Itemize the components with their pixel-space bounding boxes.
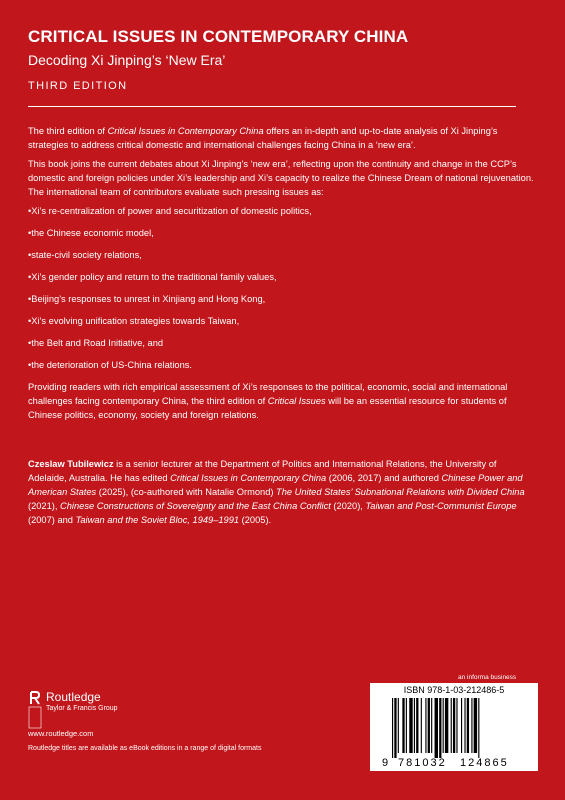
barcode-bar bbox=[398, 698, 399, 753]
list-item: •the deterioration of US-China relations. bbox=[28, 360, 192, 370]
intro-paragraph-2: This book joins the current debates about Xi Jinping’s ‘new era’, reflecting upon the continuity and change in the CCP’s domestic and foreign policies under Xi’s leadership and Xi’s capacity to realize the Chinese Dream of national rejuvenation. The international team of contributors evaluate such pressing issues as: bbox=[28, 159, 534, 197]
list-item: •Xi’s gender policy and return to the traditional family values, bbox=[28, 272, 277, 282]
list-item: •Xi’s evolving unification strategies towards Taiwan, bbox=[28, 316, 240, 326]
barcode-bar bbox=[409, 698, 412, 753]
list-item: •Xi’s re-centralization of power and securitization of domestic politics, bbox=[28, 206, 312, 216]
list-item: •the Belt and Road Initiative, and bbox=[28, 338, 164, 348]
publisher-name: Routledge bbox=[46, 690, 101, 704]
barcode-digit-first: 9 bbox=[382, 757, 389, 768]
ebook-notice: Routledge titles are available as eBook editions in a range of digital formats bbox=[28, 745, 262, 752]
list-item: •the Chinese economic model, bbox=[28, 228, 154, 238]
list-item: •Beijing’s responses to unrest in Xinjiang and Hong Kong, bbox=[28, 294, 266, 304]
author-bio: Czeslaw Tubilewicz is a senior lecturer at the Department of Politics and International Relations, the University of Adelaide, Australia. He has edited Critical Issues in Contemporary China (2006, 2017) and authored Chinese Power and American States (2025), (co-authored with Natalie Ormond) The United States’ Subnational Relations with Divided China (2021), Chinese Constructions of Sovereignty and the East China Conflict (2020), Taiwan and Post-Communist Europe (2007) and Taiwan and the Soviet Bloc, 1949–1991 (2005). bbox=[28, 459, 525, 525]
barcode-bar bbox=[428, 698, 430, 753]
barcode-icon bbox=[380, 698, 530, 768]
barcode-bar bbox=[431, 698, 432, 753]
barcode-bar bbox=[478, 698, 479, 758]
barcode-bar bbox=[461, 698, 462, 753]
barcode-bar bbox=[392, 698, 393, 758]
book-title: CRITICAL ISSUES IN CONTEMPORARY CHINA bbox=[28, 27, 409, 46]
barcode-bar bbox=[467, 698, 469, 753]
barcode-bar bbox=[421, 698, 422, 753]
barcode-panel bbox=[370, 683, 538, 771]
barcode-bar bbox=[445, 698, 448, 753]
barcode-bar bbox=[435, 698, 438, 758]
barcode-bar bbox=[453, 698, 455, 753]
author-name: Czeslaw Tubilewicz bbox=[28, 459, 114, 469]
barcode-bar bbox=[464, 698, 465, 753]
barcode-bar bbox=[471, 698, 472, 753]
closing-paragraph: Providing readers with rich empirical assessment of Xi’s responses to the political, economic, social and international challenges facing contemporary China, the third edition of Critical Issues will be an essential resource for students of Chinese politics, economy, society and foreign relations. bbox=[28, 382, 508, 420]
barcode-bar bbox=[439, 698, 441, 758]
barcode-digits-right: 124865 bbox=[460, 757, 509, 768]
publisher-group: Taylor & Francis Group bbox=[46, 705, 118, 712]
routledge-logo-icon bbox=[28, 690, 42, 730]
barcode-bar bbox=[443, 698, 444, 753]
informa-tagline: an informa business bbox=[458, 674, 517, 681]
barcode-bar bbox=[416, 698, 418, 753]
barcode-bar bbox=[425, 698, 426, 753]
barcode-bar bbox=[414, 698, 415, 753]
title-divider bbox=[28, 106, 516, 107]
book-subtitle: Decoding Xi Jinping’s ‘New Era’ bbox=[28, 52, 226, 68]
publisher-url[interactable]: www.routledge.com bbox=[28, 729, 94, 738]
barcode-bar bbox=[402, 698, 404, 753]
barcode-bar bbox=[451, 698, 452, 753]
barcode-bar bbox=[456, 698, 457, 753]
barcode-bar bbox=[474, 698, 477, 753]
intro-paragraph-1: The third edition of Critical Issues in Contemporary China offers an in-depth and up-to-date analysis of Xi Jinping’s strategies to address critical domestic and international challenges facing China in a ‘new era’. bbox=[28, 126, 498, 150]
issues-list bbox=[28, 204, 536, 372]
isbn-label: ISBN 978-1-03-212486-5 bbox=[403, 685, 505, 695]
barcode-bar bbox=[394, 698, 396, 758]
list-item: •state-civil society relations, bbox=[28, 250, 142, 260]
barcode-bar bbox=[406, 698, 407, 753]
edition-label: THIRD EDITION bbox=[28, 80, 128, 92]
blurb bbox=[28, 124, 536, 427]
publisher-logo bbox=[28, 690, 118, 730]
barcode-digits-left: 781032 bbox=[398, 757, 447, 768]
